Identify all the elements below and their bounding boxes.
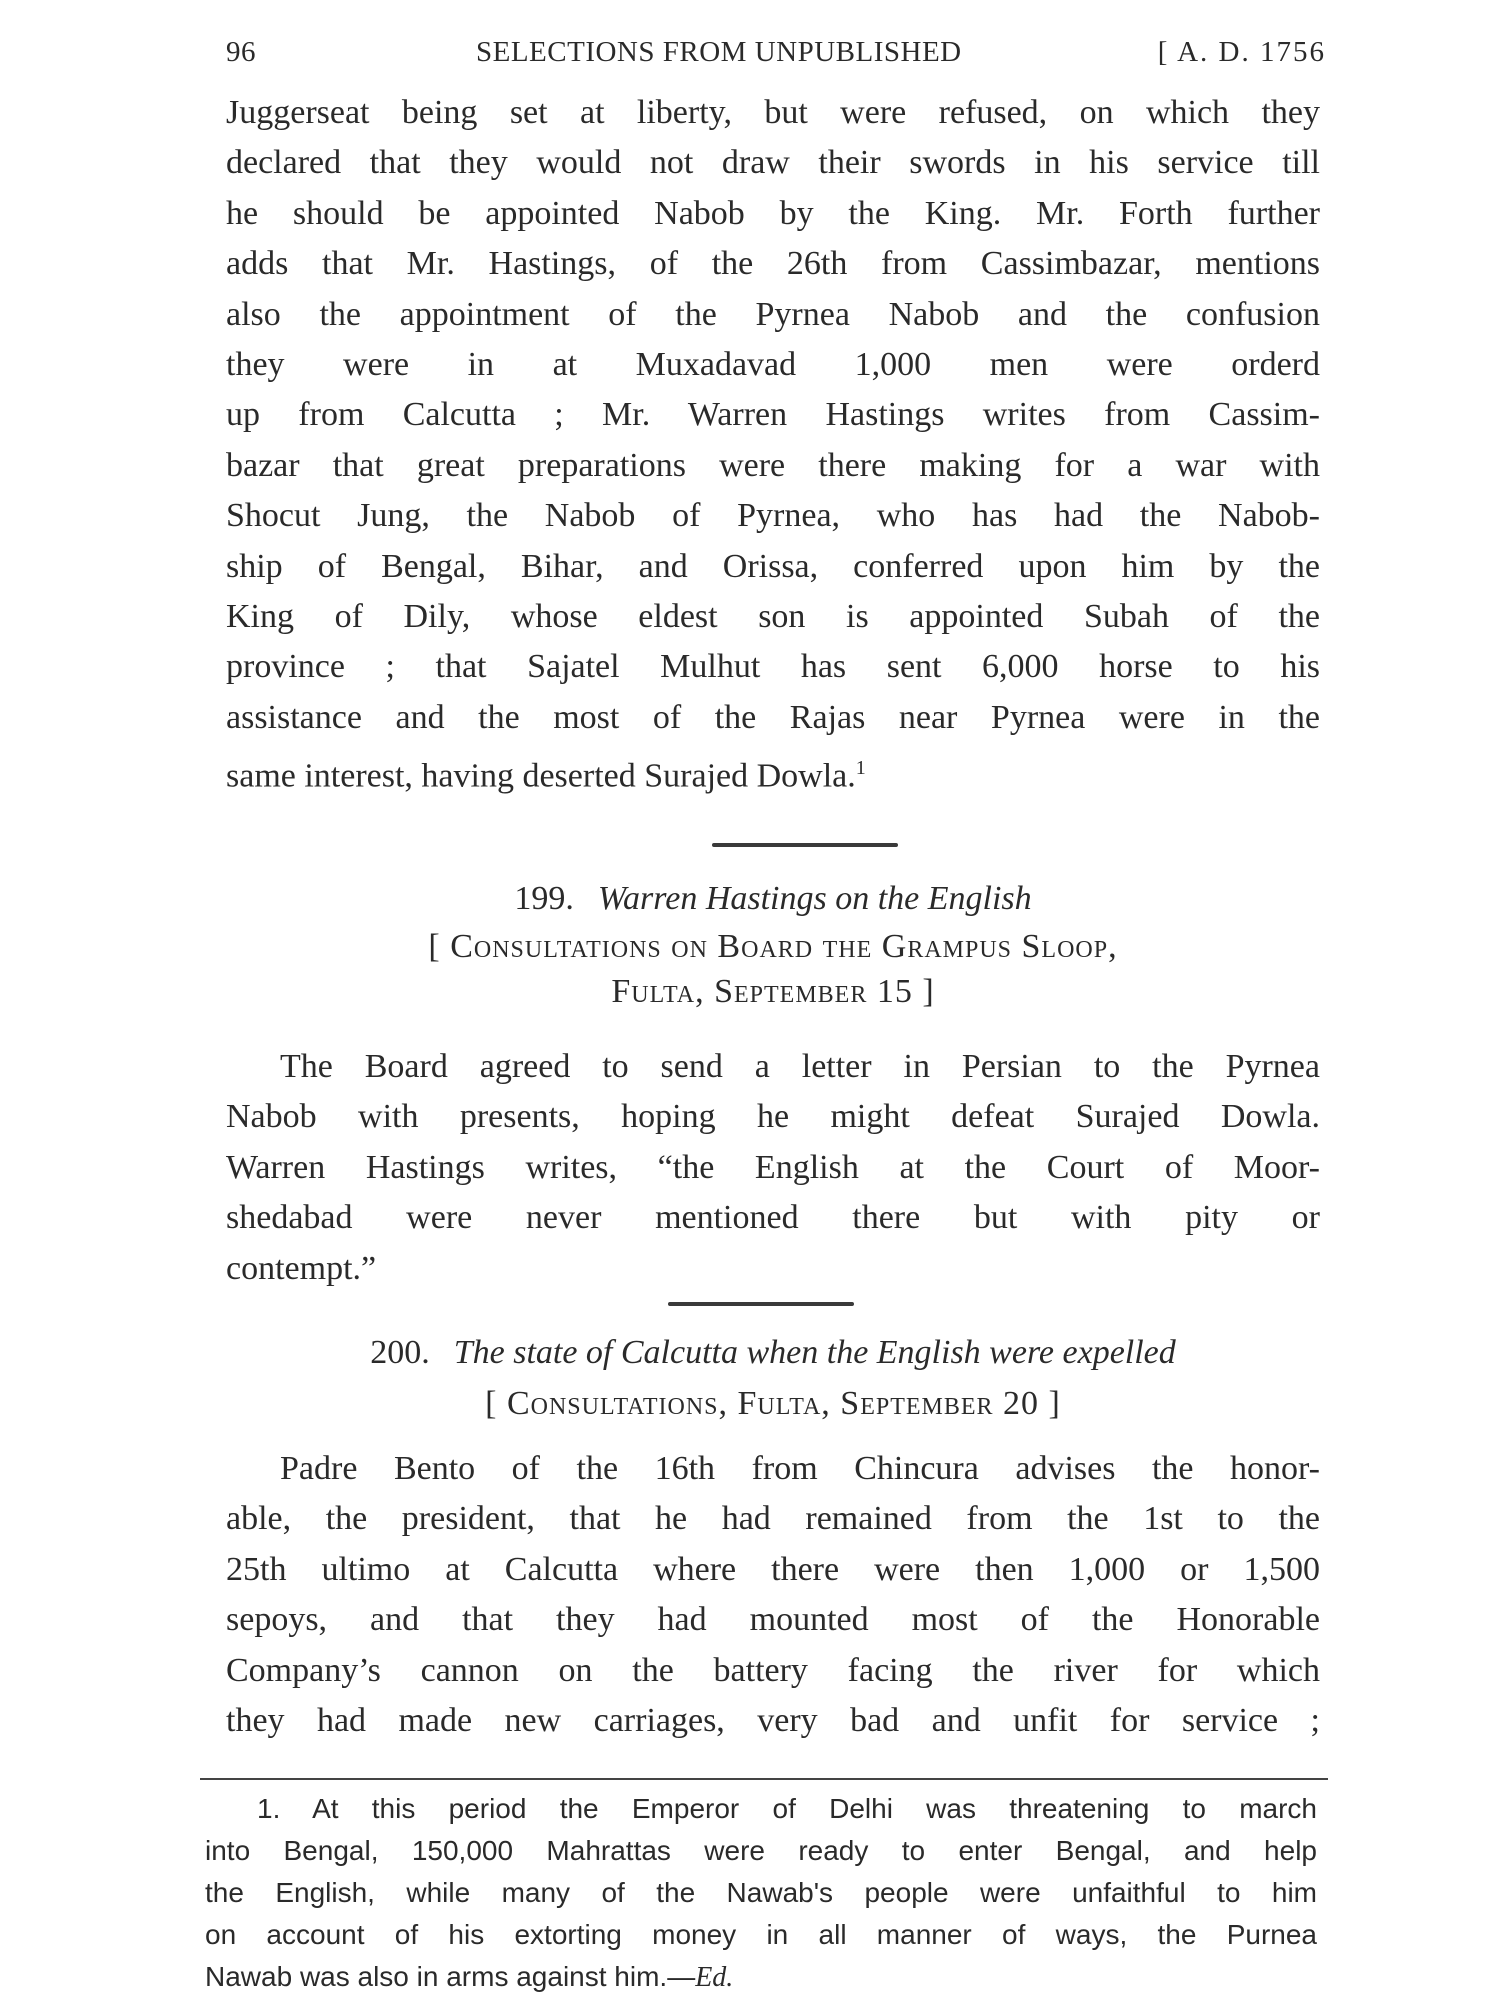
text-line: also the appointment of the Pyrnea Nabob and the confusion — [226, 295, 1320, 333]
text-line: ship of Bengal, Bihar, and Orissa, conferred upon him by the — [226, 547, 1320, 585]
text-line: sepoys, and that they had mounted most of the Honorable — [226, 1601, 1320, 1639]
section-title: Warren Hastings on the English — [597, 880, 1032, 917]
text-line: assistance and the most of the Rajas near Pyrnea were in the — [226, 698, 1320, 736]
text-line: Padre Bento of the 16th from Chincura advises the honor- — [280, 1450, 1320, 1487]
book-title: SELECTIONS FROM UNPUBLISHED — [476, 36, 962, 68]
section-title: The state of Calcutta when the English were expelled — [453, 1334, 1176, 1371]
text-line: province ; that Sajatel Mulhut has sent 6,000 horse to his — [226, 648, 1320, 686]
footnote — [205, 1788, 1317, 1999]
source-citation: [ Consultations, Fulta, September 20 ] — [485, 1385, 1061, 1422]
footnote-line-content: Nawab was also in arms against him.— — [205, 1961, 696, 1992]
text-line: they had made new carriages, very bad and unfit for service ; — [226, 1702, 1320, 1740]
section-number: 200. — [370, 1334, 430, 1371]
section-heading-199 — [226, 876, 1320, 922]
text-line: shedabad were never mentioned there but with pity or — [226, 1199, 1320, 1237]
text-line-content: same interest, having deserted Surajed Dowla. — [226, 757, 856, 795]
text-line: The Board agreed to send a letter in Persian to the Pyrnea — [280, 1048, 1320, 1085]
text-line: they were in at Muxadavad 1,000 men were orderd — [226, 346, 1320, 384]
year-marker: [ A. D. 1756 — [1157, 36, 1326, 68]
text-line: King of Dily, whose eldest son is appointed Subah of the — [226, 598, 1320, 636]
footnote-reference: 1 — [855, 757, 866, 780]
paragraph-200 — [226, 1444, 1320, 1746]
section-divider — [712, 843, 898, 847]
text-line: Warren Hastings writes, “the English at the Court of Moor- — [226, 1148, 1320, 1186]
section-number: 199. — [514, 880, 574, 917]
text-line: contempt.” — [226, 1249, 377, 1287]
source-citation: [ Consultations on Board the Grampus Sloop, — [428, 928, 1118, 965]
text-line: declared that they would not draw their swords in his service till — [226, 144, 1320, 182]
footnote-line: into Bengal, 150,000 Mahrattas were ready to enter Bengal, and help — [205, 1835, 1317, 1866]
text-line: Shocut Jung, the Nabob of Pyrnea, who has had the Nabob- — [226, 497, 1320, 535]
section-divider — [668, 1302, 854, 1306]
text-line: bazar that great preparations were there making for a war with — [226, 446, 1320, 484]
text-line: Juggerseat being set at liberty, but were refused, on which they — [226, 94, 1320, 131]
text-line: adds that Mr. Hastings, of the 26th from Cassimbazar, mentions — [226, 245, 1320, 283]
paragraph-199 — [226, 1042, 1320, 1294]
footnote-line: on account of his extorting money in all manner of ways, the Purnea — [205, 1919, 1317, 1950]
text-line: up from Calcutta ; Mr. Warren Hastings writes from Cassim- — [226, 396, 1320, 434]
editor-mark: Ed. — [695, 1962, 734, 1993]
paragraph-continued — [226, 88, 1320, 802]
footnote-rule — [200, 1778, 1328, 1780]
text-line: Company’s cannon on the battery facing the river for which — [226, 1651, 1320, 1689]
text-line: he should be appointed Nabob by the King. Mr. Forth further — [226, 194, 1320, 232]
text-line — [226, 743, 1320, 802]
text-line: Nabob with presents, hoping he might defeat Surajed Dowla. — [226, 1098, 1320, 1136]
section-heading-200 — [226, 1330, 1320, 1376]
page-number: 96 — [226, 36, 256, 68]
footnote-line: the English, while many of the Nawab's people were unfaithful to him — [205, 1877, 1317, 1908]
source-citation: Fulta, September 15 ] — [611, 973, 935, 1010]
running-head — [226, 36, 1326, 76]
text-line: able, the president, that he had remained from the 1st to the — [226, 1500, 1320, 1538]
text-line: 25th ultimo at Calcutta where there were then 1,000 or 1,500 — [226, 1550, 1320, 1588]
footnote-line: 1. At this period the Emperor of Delhi was threatening to march — [257, 1793, 1317, 1824]
footnote-line — [205, 1956, 1317, 1999]
